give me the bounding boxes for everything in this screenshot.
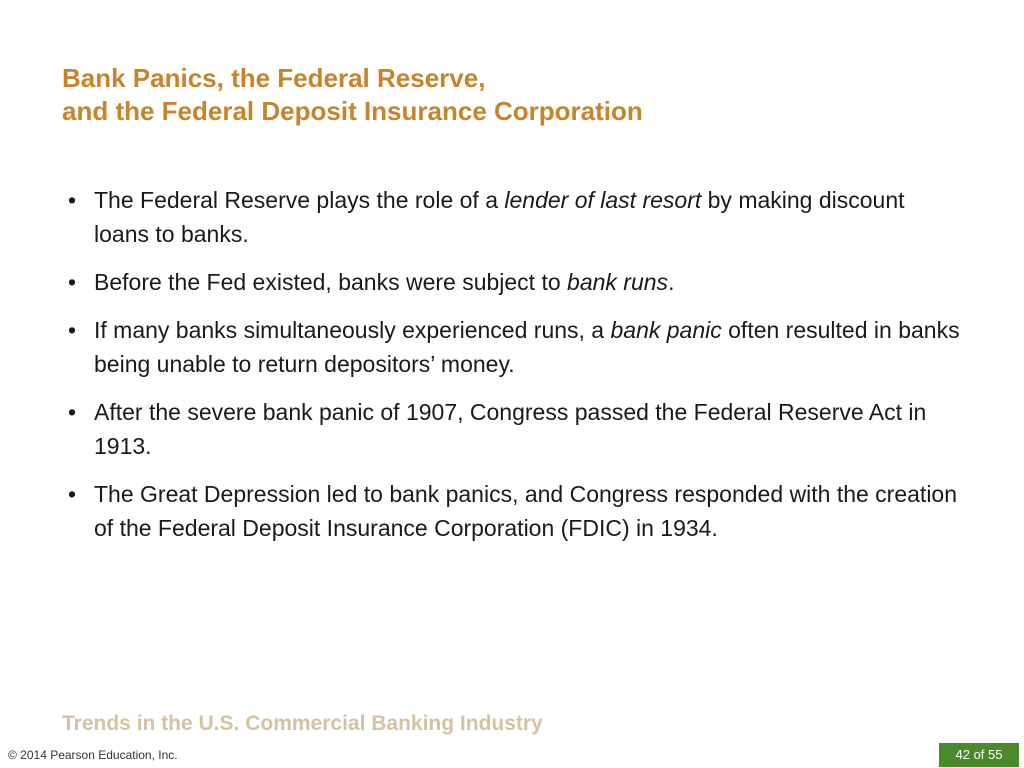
- bullet-emphasis: bank panic: [610, 317, 722, 343]
- bullet-text: The Great Depression led to bank panics, and Congress responded with the creation of the Federal Deposit Insurance Corporation (FDIC) in 1934.: [94, 481, 958, 541]
- bullet-dot-icon: •: [67, 399, 77, 425]
- bullet-text: by making discount loans to banks.: [94, 187, 905, 247]
- bullet-emphasis: lender of last resort: [504, 187, 702, 213]
- bullet-item: [62, 313, 962, 381]
- bullet-text: often resulted in banks being unable to return depositors’ money.: [94, 317, 960, 377]
- bullet-text: Before the Fed existed, banks were subject to: [94, 269, 568, 295]
- copyright-notice: © 2014 Pearson Education, Inc.: [8, 748, 178, 762]
- page-indicator-badge: 42 of 55: [939, 743, 1019, 767]
- bullet-item: [62, 477, 962, 545]
- slide-title-line-2: and the Federal Deposit Insurance Corporation: [62, 96, 643, 126]
- bullet-text: The Federal Reserve plays the role of a: [94, 187, 505, 213]
- bullet-item: [62, 265, 962, 299]
- bullet-dot-icon: •: [67, 317, 77, 343]
- bullet-dot-icon: •: [67, 269, 77, 295]
- bullet-text: If many banks simultaneously experienced runs, a: [94, 317, 611, 343]
- bullet-item: [62, 183, 962, 251]
- slide-title-line-1: Bank Panics, the Federal Reserve,: [62, 63, 486, 93]
- bullet-dot-icon: •: [67, 187, 77, 213]
- slide-title: [62, 62, 962, 128]
- bullet-text: .: [668, 269, 675, 295]
- bullet-text: After the severe bank panic of 1907, Congress passed the Federal Reserve Act in 1913.: [94, 399, 927, 459]
- bullet-dot-icon: •: [67, 481, 77, 507]
- bullet-emphasis: bank runs: [567, 269, 669, 295]
- bullet-list: [62, 183, 962, 559]
- footer-section-title: Trends in the U.S. Commercial Banking Industry: [62, 712, 543, 735]
- bullet-item: [62, 395, 962, 463]
